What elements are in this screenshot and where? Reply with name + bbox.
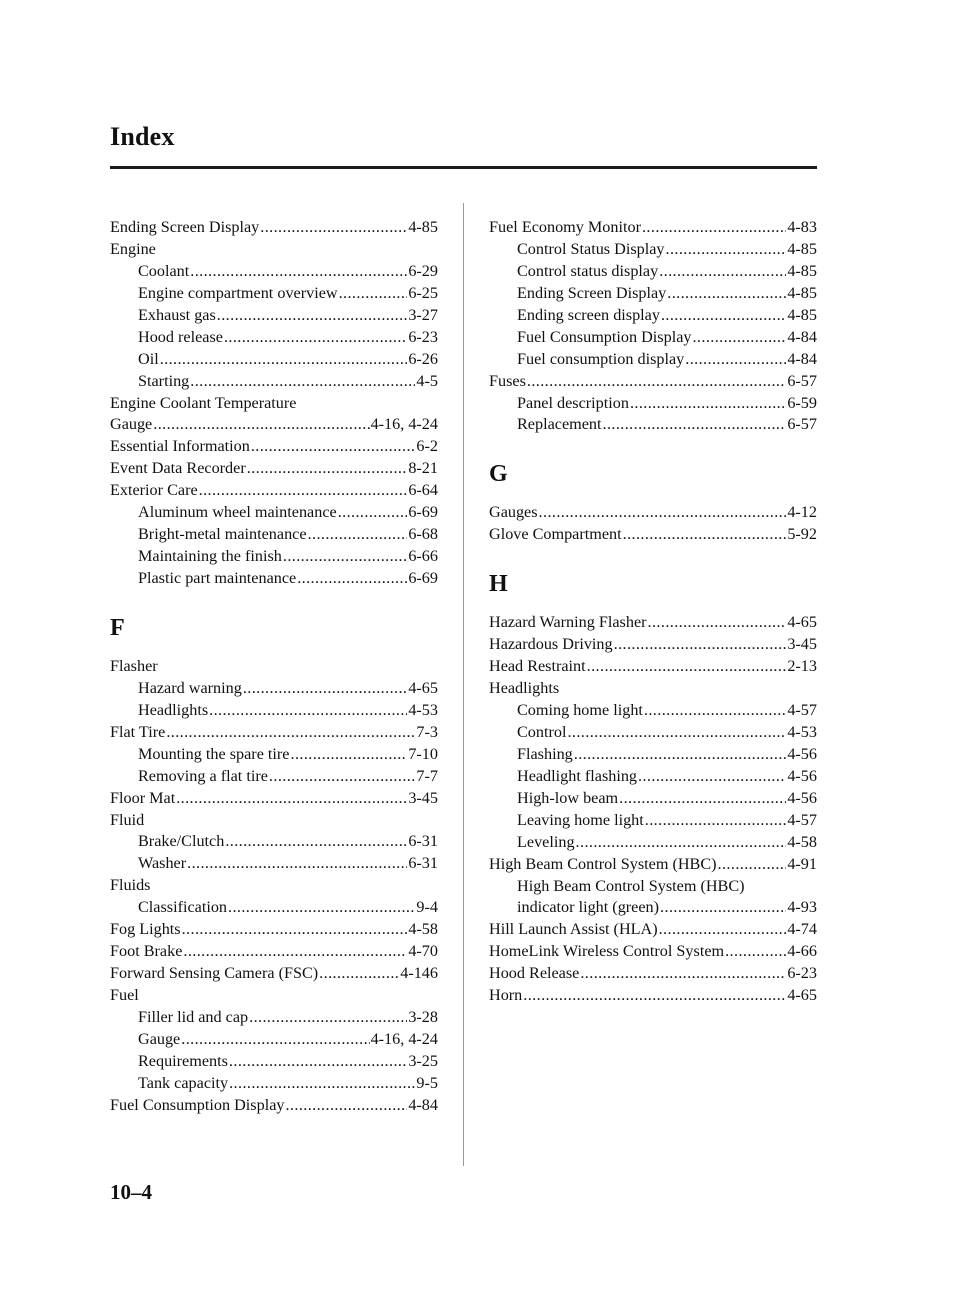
- index-subentry: [110, 1073, 438, 1095]
- entry-page-ref: 2-13: [787, 657, 817, 676]
- entry-page-ref: 4-12: [787, 503, 817, 522]
- dot-leader: [527, 371, 786, 393]
- entry-page-ref: 4-57: [787, 701, 817, 719]
- dot-leader: [339, 283, 408, 305]
- dot-leader: [523, 985, 786, 1007]
- page-number: 10–4: [110, 1180, 152, 1204]
- entry-page-ref: 4-58: [787, 832, 817, 851]
- index-subentry: [489, 305, 817, 327]
- index-subentry: [110, 327, 438, 349]
- index-subentry: [110, 1007, 438, 1029]
- index-entry: [489, 217, 817, 239]
- entry-text: Control status display: [517, 261, 659, 280]
- entry-text: Exhaust gas: [138, 305, 216, 324]
- dot-leader: [181, 1029, 369, 1051]
- index-entry: [110, 722, 438, 744]
- entry-page-ref: 4-146: [400, 964, 438, 983]
- entry-text: Fluids: [110, 876, 151, 895]
- index-entry: [110, 788, 438, 810]
- index-entry: [110, 985, 438, 1007]
- dot-leader: [297, 568, 407, 590]
- dot-leader: [251, 436, 416, 458]
- column-divider: [463, 203, 464, 1166]
- index-entry: [110, 239, 438, 261]
- dot-leader: [630, 393, 786, 415]
- index-subentry: [110, 261, 438, 283]
- dot-leader: [225, 831, 407, 853]
- dot-leader: [166, 722, 415, 744]
- entry-text: Flashing: [517, 744, 573, 763]
- entry-text: Glove Compartment: [489, 525, 622, 544]
- index-entry: [110, 393, 438, 415]
- dot-leader: [291, 744, 408, 766]
- entry-page-ref: 6-64: [408, 481, 438, 500]
- entry-page-ref: 6-23: [787, 964, 817, 983]
- entry-page-ref: 4-53: [787, 722, 817, 741]
- entry-text: Plastic part maintenance: [138, 569, 297, 587]
- dot-leader: [692, 327, 786, 349]
- entry-page-ref: 9-4: [416, 898, 438, 917]
- dot-leader: [718, 854, 787, 876]
- index-entry: [489, 963, 817, 985]
- index-subentry: [489, 788, 817, 810]
- entry-text: Foot Brake: [110, 942, 183, 961]
- index-entry: [489, 634, 817, 656]
- entry-page-ref: 6-23: [408, 327, 438, 346]
- dot-leader: [160, 349, 408, 371]
- index-entry: [110, 458, 438, 480]
- index-subentry: [110, 766, 438, 788]
- entry-text: Ending Screen Display: [110, 218, 260, 236]
- index-entry: [110, 217, 438, 239]
- entry-text: Flat Tire: [110, 722, 166, 741]
- entry-text: Horn: [489, 986, 523, 1005]
- entry-page-ref: 4-91: [787, 854, 817, 873]
- dot-leader: [587, 656, 787, 678]
- entry-text: Fuel: [110, 986, 139, 1004]
- entry-text: Panel description: [517, 393, 629, 412]
- index-entry: [489, 919, 817, 941]
- dot-leader: [229, 1051, 407, 1073]
- section-letter-heading: F: [110, 614, 125, 641]
- entry-page-ref: 6-57: [787, 415, 817, 434]
- entry-page-ref: 6-59: [787, 393, 817, 412]
- index-subentry: [489, 393, 817, 415]
- index-subentry: [489, 722, 817, 744]
- index-subentry: [110, 897, 438, 919]
- entry-page-ref: 4-85: [408, 218, 438, 236]
- dot-leader: [660, 897, 786, 919]
- entry-page-ref: 6-57: [787, 371, 817, 390]
- dot-leader: [199, 480, 408, 502]
- dot-leader: [659, 919, 787, 941]
- entry-text: Mounting the spare tire: [138, 744, 290, 763]
- entry-text: Oil: [138, 349, 159, 368]
- entry-text: Ending screen display: [517, 305, 660, 324]
- entry-text: Gauge: [110, 415, 153, 434]
- entry-page-ref: 3-25: [408, 1051, 438, 1070]
- index-subentry: [110, 853, 438, 875]
- section-spacer: [110, 590, 438, 612]
- entry-text: Fuel Consumption Display: [517, 327, 692, 346]
- entry-page-ref: 4-84: [787, 327, 817, 346]
- entry-page-ref: 3-45: [408, 788, 438, 807]
- entry-text: Replacement: [517, 415, 602, 434]
- entry-page-ref: 4-56: [787, 744, 817, 763]
- dot-leader: [539, 502, 787, 524]
- entry-text: Fog Lights: [110, 920, 181, 939]
- entry-text: Headlight flashing: [517, 766, 638, 785]
- index-subentry: [489, 239, 817, 261]
- dot-leader: [260, 217, 407, 239]
- entry-text: Hood release: [138, 327, 223, 346]
- entry-text: Fuel Economy Monitor: [489, 218, 641, 236]
- dot-leader: [187, 853, 407, 875]
- index-subentry: [489, 261, 817, 283]
- entry-text: Filler lid and cap: [138, 1007, 249, 1026]
- entry-page-ref: 4-16, 4-24: [370, 1029, 438, 1048]
- dot-leader: [567, 722, 786, 744]
- entry-text: Classification: [138, 898, 228, 917]
- index-title: Index: [110, 122, 175, 151]
- index-entry: [489, 678, 817, 700]
- index-left-column: [110, 217, 438, 1117]
- entry-text: Coolant: [138, 261, 190, 280]
- index-entry: [110, 810, 438, 832]
- entry-text: Hazard Warning Flasher: [489, 613, 647, 632]
- index-subentry: [489, 349, 817, 371]
- index-entry: [489, 941, 817, 963]
- index-subentry: [110, 305, 438, 327]
- dot-leader: [190, 371, 415, 393]
- entry-page-ref: 8-21: [408, 459, 438, 478]
- index-entry: [110, 1095, 438, 1117]
- entry-page-ref: 4-93: [787, 898, 817, 917]
- entry-text: Hazard warning: [138, 678, 242, 697]
- entry-text: HomeLink Wireless Control System: [489, 942, 725, 961]
- entry-text: Event Data Recorder: [110, 459, 246, 478]
- dot-leader: [182, 919, 408, 941]
- entry-text: Hazardous Driving: [489, 635, 613, 654]
- dot-leader: [183, 941, 407, 963]
- dot-leader: [247, 458, 408, 480]
- entry-text: Fuel Consumption Display: [110, 1095, 285, 1114]
- entry-text: Leveling: [517, 832, 575, 851]
- dot-leader: [685, 349, 786, 371]
- dot-leader: [190, 261, 407, 283]
- index-subentry: [489, 876, 817, 898]
- dot-leader: [725, 941, 786, 963]
- entry-text: Engine Coolant Temperature: [110, 393, 297, 412]
- entry-page-ref: 4-65: [787, 613, 817, 632]
- index-subentry: [110, 1029, 438, 1051]
- index-subentry: [489, 832, 817, 854]
- index-subentry: [489, 414, 817, 436]
- index-entry: [110, 919, 438, 941]
- entry-text: Head Restraint: [489, 657, 586, 676]
- index-right-column: [489, 217, 817, 1007]
- dot-leader: [667, 283, 786, 305]
- index-subentry: [489, 766, 817, 788]
- index-subentry: [110, 568, 438, 590]
- entry-page-ref: 4-16, 4-24: [370, 415, 438, 434]
- dot-leader: [308, 524, 408, 546]
- entry-page-ref: 9-5: [416, 1073, 438, 1092]
- index-subentry: [110, 349, 438, 371]
- index-subentry: [489, 700, 817, 722]
- index-entry: [110, 656, 438, 678]
- section-letter-heading: H: [489, 571, 508, 598]
- section-letter-heading: G: [489, 461, 508, 488]
- index-subentry: [489, 283, 817, 305]
- dot-leader: [642, 217, 786, 239]
- entry-page-ref: 4-65: [408, 678, 438, 697]
- dot-leader: [661, 305, 786, 327]
- entry-text: Gauges: [489, 503, 538, 522]
- index-subentry: [110, 371, 438, 393]
- entry-page-ref: 6-26: [408, 349, 438, 368]
- index-entry: [489, 502, 817, 524]
- entry-page-ref: 6-31: [408, 832, 438, 851]
- entry-text: Fuses: [489, 371, 526, 390]
- entry-page-ref: 4-83: [787, 218, 817, 236]
- entry-page-ref: 6-29: [408, 261, 438, 280]
- entry-text: Control: [517, 722, 567, 741]
- entry-page-ref: 6-2: [416, 437, 438, 456]
- index-subentry: [110, 700, 438, 722]
- entry-text: Headlights: [138, 700, 209, 719]
- index-subentry: [110, 524, 438, 546]
- dot-leader: [209, 700, 407, 722]
- entry-page-ref: 4-56: [787, 766, 817, 785]
- entry-page-ref: 4-84: [787, 349, 817, 368]
- entry-text: Forward Sensing Camera (FSC): [110, 964, 319, 983]
- entry-page-ref: 4-56: [787, 788, 817, 807]
- index-entry: [110, 941, 438, 963]
- entry-text: Fluid: [110, 810, 145, 829]
- dot-leader: [285, 1095, 407, 1117]
- dot-leader: [614, 634, 787, 656]
- title-rule: [110, 166, 817, 169]
- entry-text: High Beam Control System (HBC): [517, 876, 745, 895]
- section-spacer: [489, 436, 817, 458]
- entry-page-ref: 6-66: [408, 547, 438, 566]
- dot-leader: [619, 788, 786, 810]
- dot-leader: [623, 524, 787, 546]
- index-entry: [110, 480, 438, 502]
- entry-text: Maintaining the finish: [138, 547, 282, 566]
- entry-page-ref: 7-10: [408, 744, 438, 763]
- entry-page-ref: 4-5: [416, 371, 438, 390]
- dot-leader: [645, 810, 787, 832]
- index-entry: [489, 371, 817, 393]
- entry-page-ref: 3-28: [408, 1007, 438, 1026]
- entry-page-ref: 6-25: [408, 283, 438, 302]
- index-entry: [489, 612, 817, 634]
- entry-page-ref: 6-69: [408, 569, 438, 587]
- dot-leader: [638, 766, 786, 788]
- entry-page-ref: 4-53: [408, 700, 438, 719]
- entry-page-ref: 4-58: [408, 920, 438, 939]
- dot-leader: [648, 612, 787, 634]
- entry-text: Fuel consumption display: [517, 349, 685, 368]
- entry-page-ref: 4-84: [408, 1095, 438, 1114]
- index-entry: [110, 875, 438, 897]
- entry-text: Leaving home light: [517, 810, 644, 829]
- entry-page-ref: 4-85: [787, 261, 817, 280]
- dot-leader: [666, 239, 787, 261]
- entry-page-ref: 7-7: [416, 766, 438, 785]
- index-entry: [110, 436, 438, 458]
- entry-text: Flasher: [110, 656, 158, 675]
- index-subentry: [489, 327, 817, 349]
- dot-leader: [176, 788, 407, 810]
- dot-leader: [574, 744, 787, 766]
- index-subentry: [110, 502, 438, 524]
- dot-leader: [224, 327, 407, 349]
- entry-text: High Beam Control System (HBC): [489, 854, 717, 873]
- index-subentry: [489, 897, 817, 919]
- entry-text: Coming home light: [517, 701, 643, 719]
- dot-leader: [229, 1073, 415, 1095]
- entry-page-ref: 4-74: [787, 920, 817, 939]
- index-entry: [489, 524, 817, 546]
- entry-page-ref: 6-69: [408, 503, 438, 522]
- entry-text: Essential Information: [110, 437, 250, 456]
- entry-text: Floor Mat: [110, 788, 176, 807]
- entry-text: Bright-metal maintenance: [138, 525, 307, 544]
- entry-text: Washer: [138, 854, 187, 873]
- dot-leader: [338, 502, 408, 524]
- index-entry: [489, 854, 817, 876]
- entry-text: Brake/Clutch: [138, 832, 225, 851]
- dot-leader: [153, 414, 369, 436]
- entry-page-ref: 4-57: [787, 810, 817, 829]
- index-subentry: [110, 1051, 438, 1073]
- entry-text: indicator light (green): [517, 898, 660, 917]
- index-subentry: [110, 831, 438, 853]
- entry-page-ref: 4-85: [787, 239, 817, 258]
- index-subentry: [489, 810, 817, 832]
- dot-leader: [659, 261, 786, 283]
- entry-text: Hood Release: [489, 964, 580, 983]
- entry-page-ref: 3-45: [787, 635, 817, 654]
- entry-text: High-low beam: [517, 788, 619, 807]
- index-entry: [110, 414, 438, 436]
- dot-leader: [644, 700, 786, 722]
- entry-page-ref: 3-27: [408, 305, 438, 324]
- entry-page-ref: 5-92: [787, 525, 817, 544]
- entry-text: Requirements: [138, 1051, 228, 1070]
- entry-text: Engine compartment overview: [138, 283, 338, 302]
- entry-text: Engine: [110, 239, 156, 258]
- entry-text: Exterior Care: [110, 481, 198, 500]
- dot-leader: [580, 963, 786, 985]
- dot-leader: [243, 678, 408, 700]
- dot-leader: [283, 546, 407, 568]
- dot-leader: [319, 963, 399, 985]
- entry-page-ref: 4-66: [787, 942, 817, 961]
- entry-text: Tank capacity: [138, 1073, 229, 1092]
- index-entry: [110, 963, 438, 985]
- dot-leader: [576, 832, 787, 854]
- entry-text: Ending Screen Display: [517, 283, 667, 302]
- index-subentry: [110, 546, 438, 568]
- entry-text: Aluminum wheel maintenance: [138, 503, 337, 522]
- entry-page-ref: 7-3: [416, 722, 438, 741]
- entry-page-ref: 4-65: [787, 986, 817, 1005]
- dot-leader: [269, 766, 416, 788]
- entry-text: Starting: [138, 371, 190, 390]
- section-spacer: [489, 546, 817, 568]
- index-subentry: [489, 744, 817, 766]
- dot-leader: [249, 1007, 407, 1029]
- entry-text: Hill Launch Assist (HLA): [489, 920, 658, 939]
- entry-page-ref: 4-70: [408, 942, 438, 961]
- entry-page-ref: 4-85: [787, 305, 817, 324]
- index-subentry: [110, 744, 438, 766]
- dot-leader: [603, 414, 787, 436]
- entry-page-ref: 6-68: [408, 525, 438, 544]
- dot-leader: [228, 897, 415, 919]
- entry-text: Gauge: [138, 1029, 181, 1048]
- index-subentry: [110, 678, 438, 700]
- index-entry: [489, 656, 817, 678]
- entry-text: Control Status Display: [517, 239, 665, 258]
- entry-text: Removing a flat tire: [138, 766, 268, 785]
- entry-page-ref: 4-85: [787, 283, 817, 302]
- entry-text: Headlights: [489, 679, 560, 698]
- index-subentry: [110, 283, 438, 305]
- entry-page-ref: 6-31: [408, 854, 438, 873]
- dot-leader: [217, 305, 408, 327]
- index-entry: [489, 985, 817, 1007]
